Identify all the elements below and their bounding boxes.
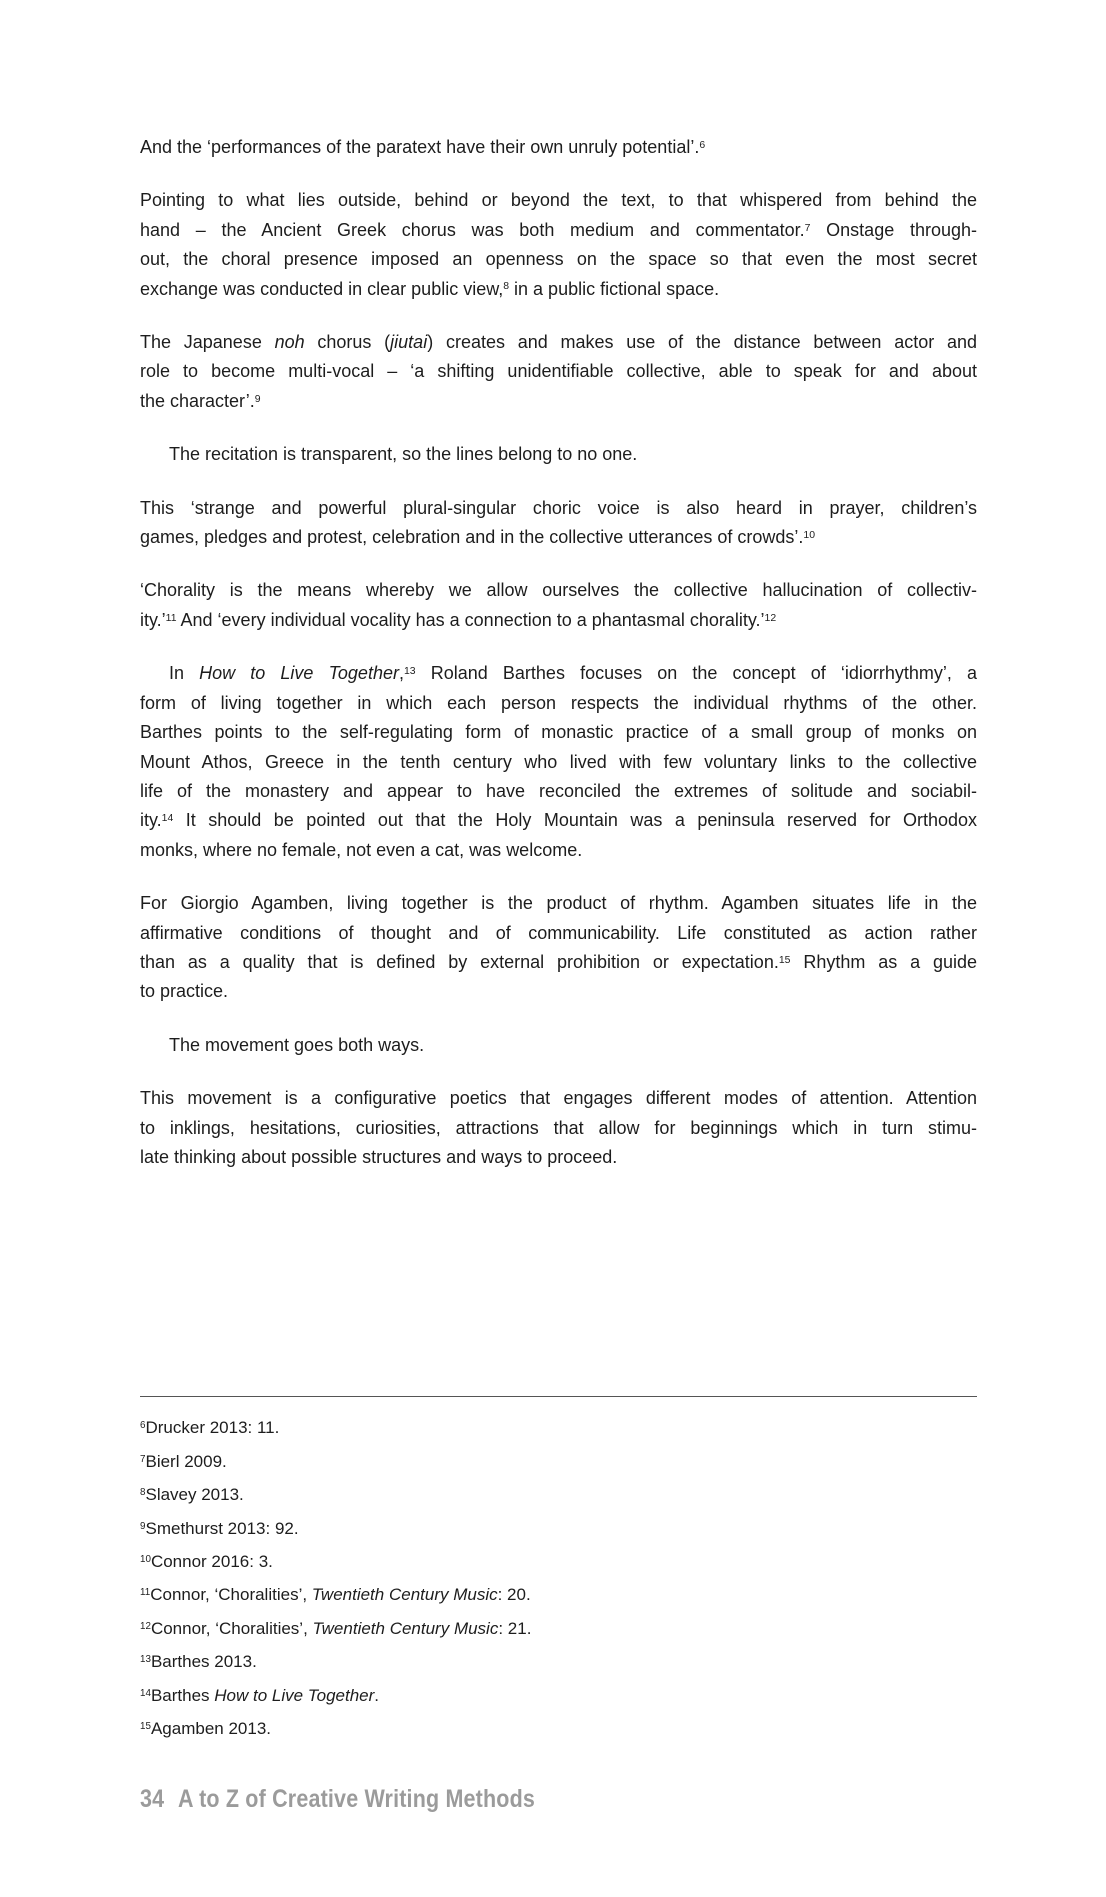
text-run: role to become multi-vocal – ‘a shifting unidentifiable collective, able to speak for and about [140, 361, 977, 382]
paragraph-line [140, 275, 977, 304]
text-run: : 20. [497, 1585, 531, 1605]
footnote-reference: 14 [161, 813, 174, 825]
paragraph-line [140, 186, 977, 215]
text-run: Mount Athos, Greece in the tenth century who lived with few voluntary links to the collective [140, 751, 977, 772]
text-run: form of living together in which each person respects the individual rhythms of the other. [140, 692, 977, 713]
text-run: The movement goes both ways. [169, 1034, 425, 1055]
text-run: Slavey 2013. [145, 1485, 244, 1505]
footnote-reference: 12 [764, 612, 777, 624]
text-run: than as a quality that is defined by external prohibition or expectation. [140, 951, 779, 972]
text-run: ity. [140, 810, 162, 831]
text-run: Bierl 2009. [145, 1451, 227, 1471]
footnote [140, 1545, 977, 1578]
text-run: games, pledges and protest, celebration and in the collective utterances of crowds’. [140, 527, 804, 548]
footnote-reference: 9 [254, 393, 261, 405]
paragraph [140, 889, 977, 1007]
paragraph-line [140, 1084, 977, 1113]
text-run: This movement is a configurative poetics that engages different modes of attention. Attention [140, 1088, 977, 1109]
text-run: monks, where no female, not even a cat, was welcome. [140, 839, 583, 860]
text-run: chorus ( [304, 332, 391, 353]
text-run: Connor 2016: 3. [150, 1552, 273, 1571]
italic-text: How to Live Together [199, 663, 399, 684]
text-run: life of the monastery and appear to have reconciled the extremes of solitude and sociabil- [140, 780, 977, 801]
italic-text: Twentieth Century Music [312, 1618, 499, 1638]
footnote-number: 15 [140, 1721, 151, 1733]
paragraph-line [140, 836, 977, 865]
text-run: And ‘every individual vocality has a connection to a phantasmal chorality.’ [176, 609, 765, 630]
paragraph-line [140, 977, 977, 1006]
text-run: affirmative conditions of thought and of communicability. Life constituted as action rather [140, 922, 977, 943]
footnote [140, 1679, 977, 1712]
paragraph-line [140, 919, 977, 948]
footnote [140, 1411, 977, 1444]
text-run: Connor, ‘Choralities’, [150, 1585, 312, 1605]
text-run: ‘Chorality is the means whereby we allow ourselves the collective hallucination of collectiv- [140, 580, 977, 601]
paragraph [140, 1084, 977, 1172]
text-run: Roland Barthes focuses on the concept of ‘idiorrhythmy’, a [415, 663, 978, 684]
text-run: exchange was conducted in clear public view, [140, 278, 504, 299]
paragraph [140, 440, 977, 469]
footnote [140, 1478, 977, 1511]
footnote-reference: 8 [503, 281, 510, 293]
text-run: This ‘strange and powerful plural-singular choric voice is also heard in prayer, children’s [140, 497, 977, 518]
paragraph-line [140, 748, 977, 777]
text-run: ity.’ [140, 609, 166, 630]
footnote [140, 1578, 977, 1611]
footnote-number: 11 [140, 1587, 151, 1599]
paragraph [140, 576, 977, 635]
paragraph-line [140, 357, 977, 386]
paragraph-line [140, 1143, 977, 1172]
footnote-number: 10 [140, 1554, 151, 1566]
paragraph-line [140, 659, 977, 688]
paragraph [140, 494, 977, 553]
footnote-number: 8 [140, 1487, 146, 1499]
paragraph-line [140, 889, 977, 918]
body-text [140, 133, 977, 1172]
text-run: The Japanese [140, 332, 275, 353]
paragraph [140, 133, 977, 162]
footnote-number: 12 [140, 1620, 151, 1632]
paragraph-line [140, 328, 977, 357]
text-run: Onstage through- [810, 219, 977, 240]
footnote-reference: 7 [804, 222, 811, 234]
paragraph-line [140, 606, 977, 635]
text-run: to inklings, hesitations, curiosities, attractions that allow for beginnings which in turn stimu- [140, 1117, 977, 1138]
footnotes-section [140, 1411, 977, 1745]
text-run: For Giorgio Agamben, living together is the product of rhythm. Agamben situates life in the [140, 893, 977, 914]
italic-text: Twentieth Century Music [311, 1585, 498, 1605]
running-title: A to Z of Creative Writing Methods [178, 1785, 536, 1814]
text-run: Drucker 2013: 11. [145, 1418, 280, 1438]
text-run: out, the choral presence imposed an openness on the space so that even the most secret [140, 249, 977, 270]
text-run: . [374, 1685, 380, 1705]
footnote [140, 1612, 977, 1645]
text-run: ) creates and makes use of the distance between actor and [427, 332, 977, 353]
text-run: : 21. [498, 1618, 532, 1638]
text-run: hand – the Ancient Greek chorus was both medium and commentator. [140, 219, 805, 240]
footnote [140, 1445, 977, 1478]
italic-text: jiutai [390, 332, 428, 353]
text-run: It should be pointed out that the Holy Mountain was a peninsula reserved for Orthodox [173, 810, 977, 831]
paragraph [140, 186, 977, 304]
italic-text: noh [274, 332, 305, 353]
footnote-number: 6 [140, 1420, 146, 1432]
text-run: Barthes 2013. [150, 1652, 257, 1672]
footnote-number: 9 [140, 1520, 146, 1532]
paragraph-line [140, 948, 977, 977]
text-run: And the ‘performances of the paratext have their own unruly potential’. [140, 137, 700, 157]
footnote-number: 13 [140, 1654, 151, 1666]
paragraph [140, 659, 977, 865]
footnote-reference: 13 [403, 666, 416, 678]
paragraph-line [140, 216, 977, 245]
text-run: late thinking about possible structures and ways to proceed. [140, 1146, 618, 1167]
footnote-reference: 11 [165, 612, 177, 624]
paragraph-line [140, 133, 977, 162]
paragraph-line [140, 1114, 977, 1143]
footnote [140, 1712, 977, 1745]
paragraph-line [140, 245, 977, 274]
paragraph-line [140, 689, 977, 718]
paragraph-line [140, 1031, 977, 1060]
text-run: In [169, 663, 200, 684]
footnote [140, 1645, 977, 1678]
page-number: 34 [140, 1785, 165, 1814]
footnote-number: 14 [140, 1687, 151, 1699]
footnote-reference: 6 [699, 139, 706, 151]
text-run: the character’. [140, 390, 255, 411]
footnote [140, 1512, 977, 1545]
text-run: Rhythm as a guide [790, 951, 977, 972]
footnote-reference: 15 [778, 954, 791, 966]
text-run: The recitation is transparent, so the lines belong to no one. [169, 444, 638, 465]
footnote-number: 7 [140, 1453, 146, 1465]
text-run: to practice. [140, 981, 229, 1002]
text-run: Barthes [150, 1685, 215, 1705]
text-run: Agamben 2013. [150, 1719, 271, 1739]
text-run: Barthes points to the self-regulating form of monastic practice of a small group of monks on [140, 722, 977, 743]
paragraph-line [140, 806, 977, 835]
text-run: , [398, 663, 404, 684]
paragraph-line [140, 718, 977, 747]
paragraph-line [140, 440, 977, 469]
paragraph-line [140, 777, 977, 806]
paragraph-line [140, 523, 977, 552]
paragraph-line [140, 576, 977, 605]
text-run: Pointing to what lies outside, behind or beyond the text, to that whispered from behind the [140, 190, 977, 211]
text-run: Smethurst 2013: 92. [145, 1518, 299, 1538]
paragraph-line [140, 387, 977, 416]
footnote-reference: 10 [803, 529, 816, 541]
paragraph [140, 1031, 977, 1060]
paragraph-line [140, 494, 977, 523]
footnote-divider [140, 1396, 977, 1397]
paragraph [140, 328, 977, 416]
text-run: Connor, ‘Choralities’, [150, 1618, 313, 1638]
text-run: in a public fictional space. [509, 278, 720, 299]
page-footer [140, 1785, 860, 1814]
italic-text: How to Live Together [214, 1685, 375, 1705]
